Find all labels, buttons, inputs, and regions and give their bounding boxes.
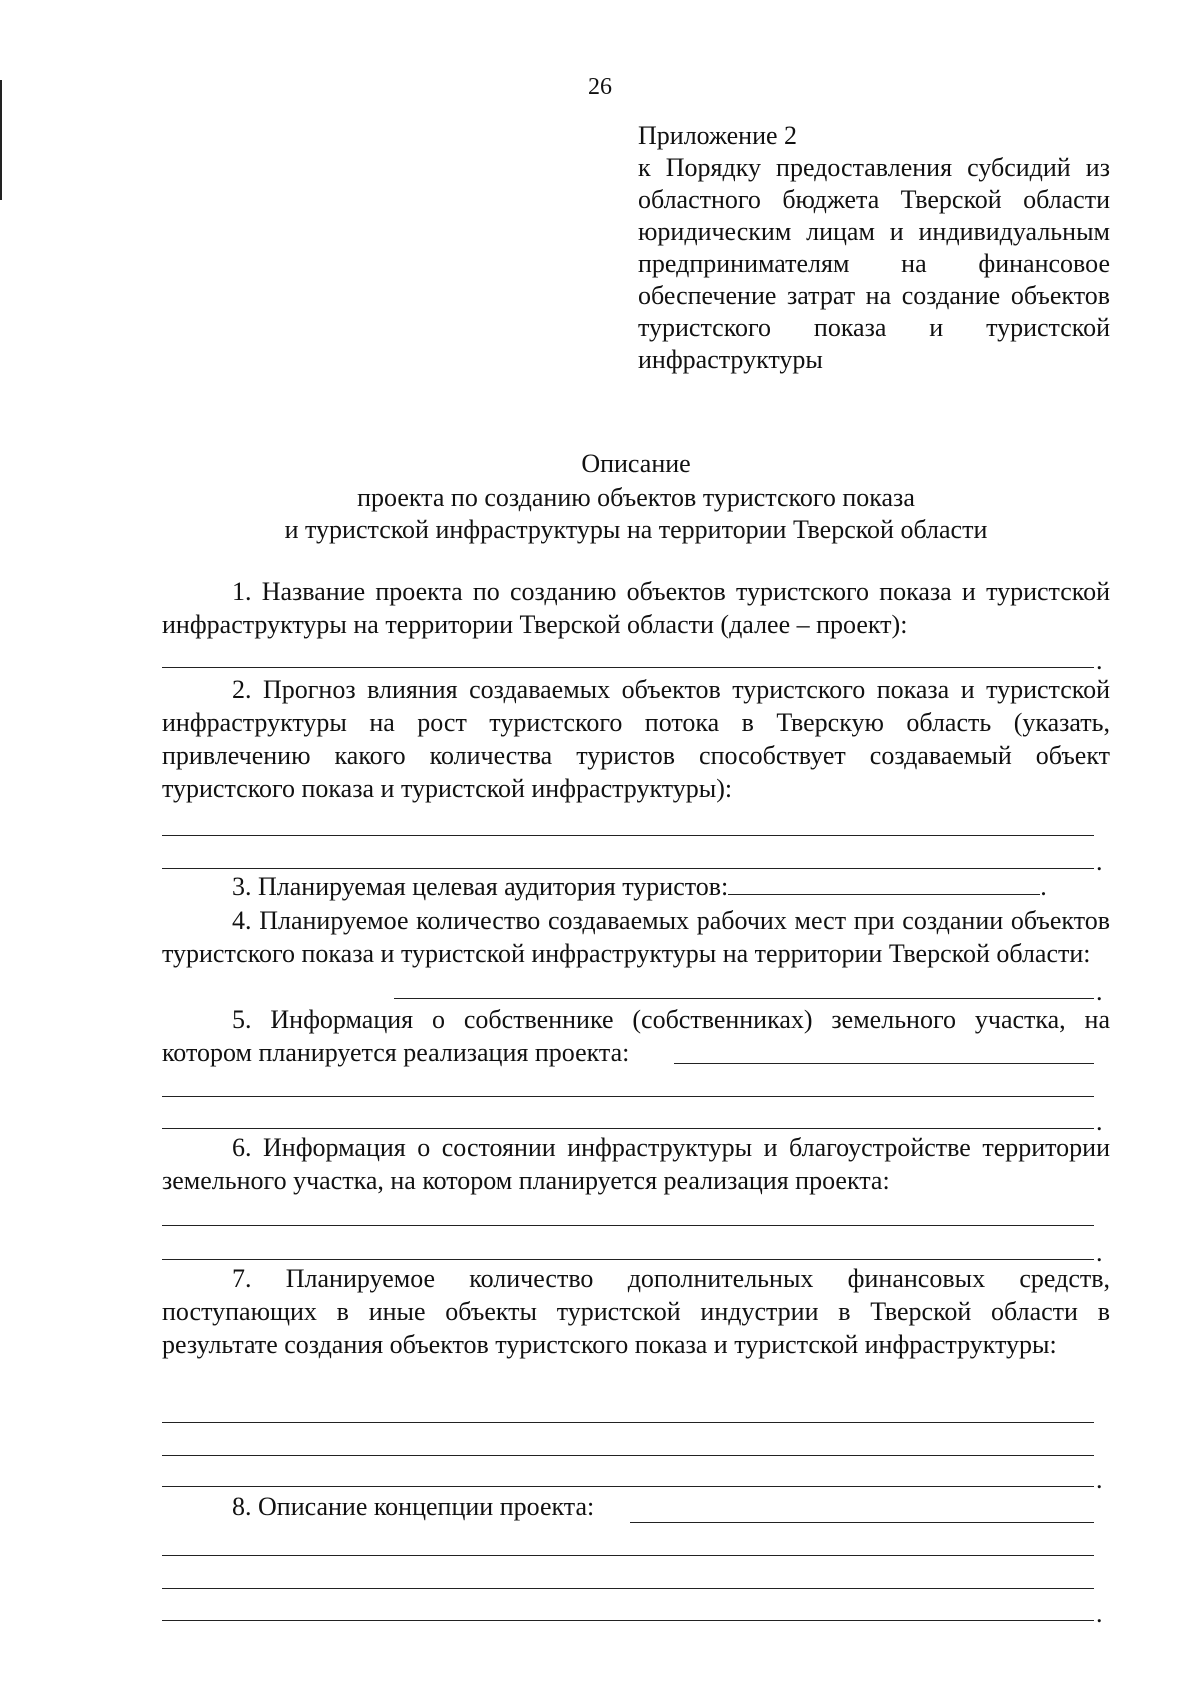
line-end-dot: . (1096, 1465, 1103, 1494)
fill-line[interactable] (394, 998, 1094, 999)
appendix-text: к Порядку предоставления субсидий из областного бюджета Тверской области юридическим лицам и индивидуальным предпринимателям на финансовое обеспечение затрат на создание объектов туристского показа и туристской инфраструктуры (638, 153, 1110, 374)
item-7 (162, 1262, 1110, 1361)
line-end-dot: . (1096, 1107, 1103, 1136)
item-3: 3. Планируемая целевая аудитория туристов: . (232, 872, 1047, 901)
fill-line[interactable] (162, 667, 1094, 668)
item-8 (162, 1490, 1110, 1523)
item-2 (162, 673, 1110, 805)
item-7-text: 7. Планируемое количество дополнительных финансовых средств, поступающих в иные объекты туристской индустрии в Тверской области в результате создания объектов туристского показа и туристской инфраструктуры: (162, 1264, 1110, 1359)
item-6 (162, 1131, 1110, 1197)
fill-line[interactable] (162, 1620, 1094, 1621)
fill-line[interactable] (162, 1555, 1094, 1556)
line-end-dot: . (1096, 1599, 1103, 1628)
fill-line[interactable] (162, 1588, 1094, 1589)
page-number: 26 (588, 74, 612, 100)
heading-title: Описание (581, 449, 691, 478)
fill-line[interactable] (630, 1522, 1094, 1523)
fill-line[interactable] (162, 1225, 1094, 1226)
fill-line[interactable] (162, 1455, 1094, 1456)
item-1-text: 1. Название проекта по созданию объектов туристского показа и туристской инфраструктуры на территории Тверской области (далее – проект): (162, 577, 1110, 639)
line-end-dot: . (1096, 1238, 1103, 1267)
fill-line[interactable] (162, 1128, 1094, 1129)
item-4 (162, 904, 1110, 970)
fill-line-inline[interactable] (728, 870, 1040, 895)
line-end-dot: . (1096, 977, 1103, 1006)
fill-line[interactable] (162, 1259, 1094, 1260)
appendix-title: Приложение 2 (638, 121, 798, 150)
fill-line[interactable] (162, 835, 1094, 836)
fill-line[interactable] (162, 1096, 1094, 1097)
item-6-text: 6. Информация о состоянии инфраструктуры и благоустройстве территории земельного участка, на котором планируется реализация проекта: (162, 1133, 1110, 1195)
fill-line[interactable] (162, 1422, 1094, 1423)
heading-subtitle-1: проекта по созданию объектов туристского показа (357, 483, 915, 512)
item-4-text: 4. Планируемое количество создаваемых рабочих мест при создании объектов туристского показа и туристской инфраструктуры на территории Тверской области: (162, 906, 1110, 968)
fill-line[interactable] (162, 868, 1094, 869)
line-end-dot: . (1096, 847, 1103, 876)
item-1 (162, 575, 1110, 641)
item-2-text: 2. Прогноз влияния создаваемых объектов туристского показа и туристской инфраструктуры на рост туристского потока в Тверскую область (указать, привлечению какого количества туристов способствует создаваемый объект туристского показа и туристской инфраструктуры): (162, 675, 1110, 803)
item-5 (162, 1003, 1110, 1069)
item-3-text: 3. Планируемая целевая аудитория туристов: (232, 872, 729, 901)
item-8-text: 8. Описание концепции проекта: (232, 1492, 595, 1521)
line-end-dot: . (1096, 646, 1103, 675)
fill-line[interactable] (162, 1486, 1094, 1487)
item-5-text: 5. Информация о собственнике (собственниках) земельного участка, на котором планируется реализация проекта: (162, 1005, 1110, 1067)
heading-subtitle-2: и туристской инфраструктуры на территории Тверской области (284, 515, 988, 544)
fill-line[interactable] (674, 1063, 1094, 1064)
appendix-block (638, 120, 1110, 376)
